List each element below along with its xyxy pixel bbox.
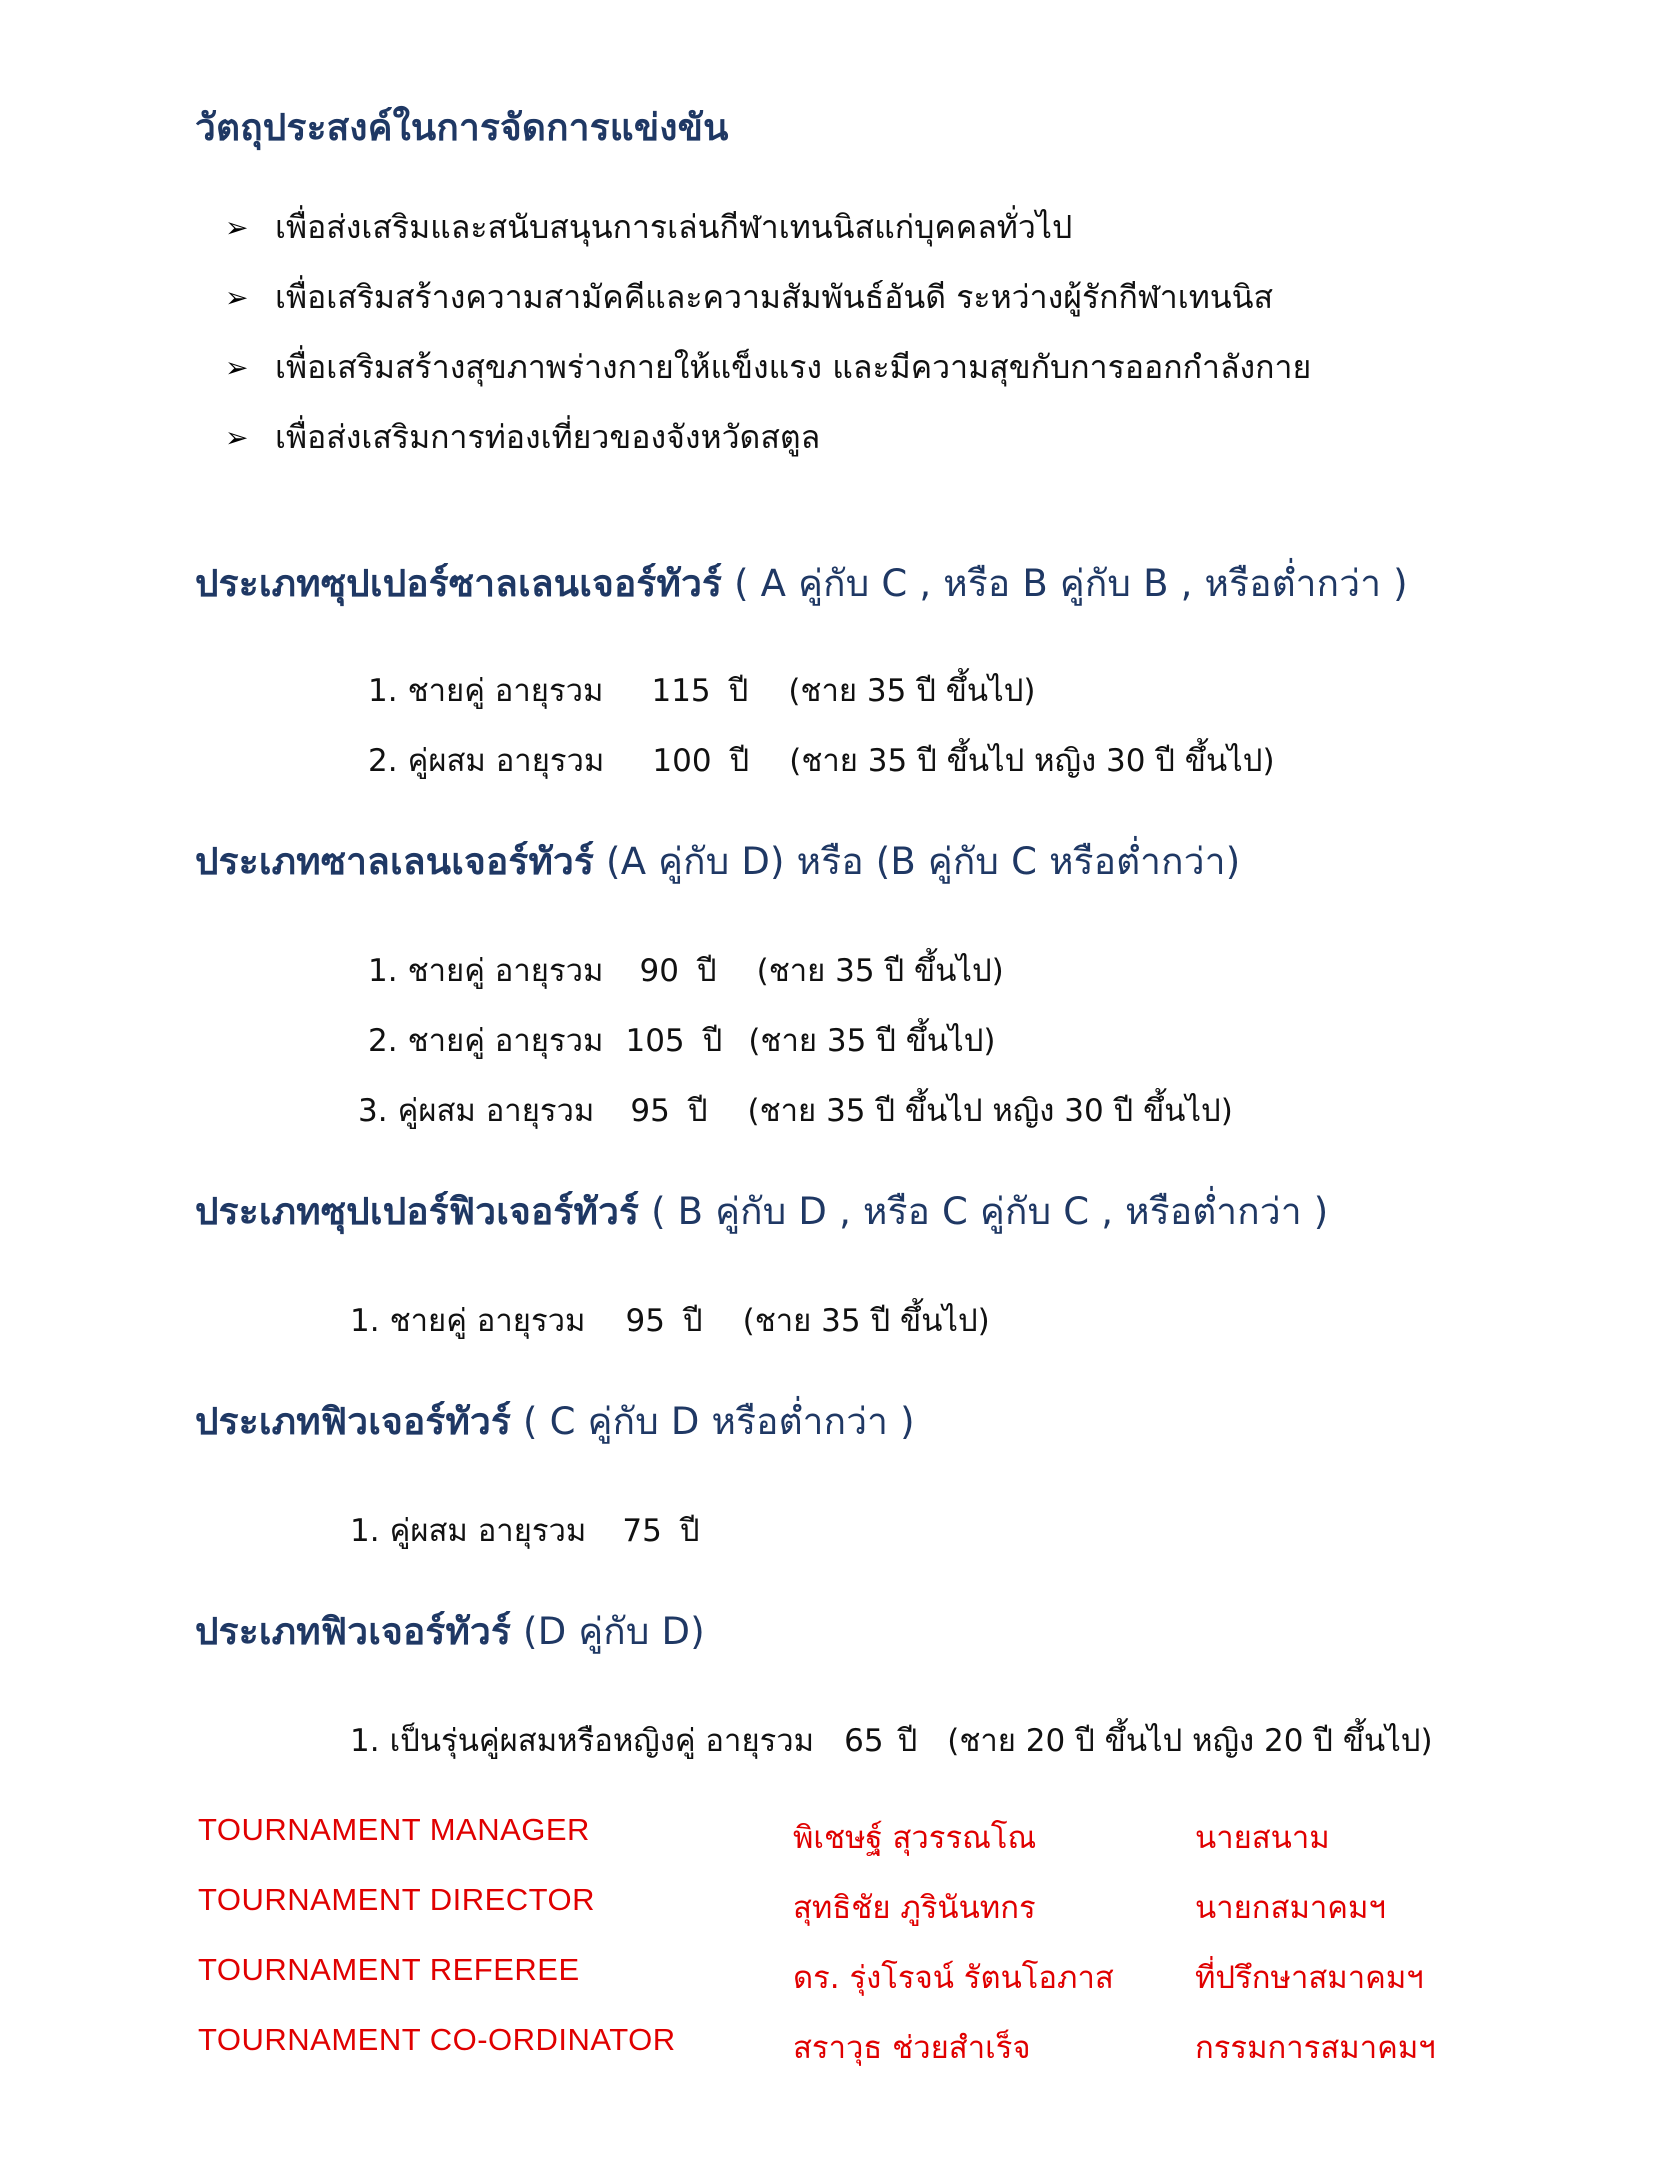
staff-role: TOURNAMENT REFEREE: [198, 1952, 580, 1987]
staff-position: ที่ปรึกษาสมาคมฯ: [1195, 1960, 1424, 1996]
objective-item: [225, 342, 1311, 393]
category-title: [195, 832, 1240, 891]
objective-item: [225, 202, 1072, 253]
item-num: 3.: [358, 1093, 388, 1129]
category-item: [350, 1715, 1433, 1765]
staff-position: นายกสมาคมฯ: [1195, 1890, 1386, 1926]
item-age: 95: [630, 1093, 670, 1129]
category-item: [350, 1505, 700, 1555]
arrow-bullet-icon: ➢: [225, 211, 249, 244]
category-name: ประเภทฟิวเจอร์ทัวร์: [195, 1400, 512, 1443]
category-item: [368, 1015, 995, 1065]
staff-role: TOURNAMENT DIRECTOR: [198, 1882, 596, 1917]
category-name: ประเภทซุปเปอร์ฟิวเจอร์ทัวร์: [195, 1190, 640, 1233]
item-cond: (ชาย 20 ปี ขึ้นไป หญิง 20 ปี ขึ้นไป): [947, 1723, 1433, 1759]
item-unit: ปี: [729, 743, 750, 779]
category-name: ประเภทซาลเลนเจอร์ทัวร์: [195, 840, 595, 883]
item-age: 115: [651, 673, 711, 709]
staff-name: สราวุธ ช่วยสำเร็จ: [793, 2030, 1031, 2066]
item-unit: ปี: [682, 1303, 703, 1339]
item-cond: (ชาย 35 ปี ขึ้นไป): [742, 1303, 990, 1339]
item-label: ชายคู่ อายุรวม: [389, 1303, 586, 1339]
objective-item: [225, 272, 1273, 323]
staff-position: นายสนาม: [1195, 1820, 1330, 1856]
item-cond: (ชาย 35 ปี ขึ้นไป): [748, 1023, 996, 1059]
staff-name: สุทธิชัย ภูรินันทกร: [793, 1890, 1036, 1926]
staff-position: กรรมการสมาคมฯ: [1195, 2030, 1436, 2066]
item-unit: ปี: [679, 1513, 700, 1549]
item-cond: (ชาย 35 ปี ขึ้นไป หญิง 30 ปี ขึ้นไป): [789, 743, 1275, 779]
category-item: [358, 1085, 1233, 1135]
objectives-title: วัตถุประสงค์ในการจัดการแข่งขัน: [195, 106, 729, 149]
category-note: (A คู่กับ D) หรือ (B คู่กับ C หรือต่ำกว่า): [594, 840, 1241, 883]
item-num: 1.: [350, 1303, 380, 1339]
item-cond: (ชาย 35 ปี ขึ้นไป): [788, 673, 1036, 709]
staff-name: พิเชษฐ์ สุวรรณโณ: [793, 1820, 1037, 1856]
category-name: ประเภทฟิวเจอร์ทัวร์: [195, 1610, 512, 1653]
item-label: คู่ผสม อายุรวม: [389, 1513, 587, 1549]
item-num: 2.: [368, 1023, 398, 1059]
item-label: ชายคู่ อายุรวม: [407, 673, 604, 709]
item-label: ชายคู่ อายุรวม: [407, 953, 604, 989]
category-item: [368, 665, 1035, 715]
category-note: ( C คู่กับ D หรือต่ำกว่า ): [511, 1400, 915, 1443]
arrow-bullet-icon: ➢: [225, 421, 249, 454]
item-num: 1.: [368, 673, 398, 709]
item-cond: (ชาย 35 ปี ขึ้นไป หญิง 30 ปี ขึ้นไป): [747, 1093, 1233, 1129]
category-item: [368, 945, 1004, 995]
staff-role: TOURNAMENT CO-ORDINATOR: [198, 2022, 676, 2057]
item-num: 1.: [350, 1723, 380, 1759]
item-age: 75: [622, 1513, 662, 1549]
item-age: 100: [652, 743, 712, 779]
item-unit: ปี: [696, 953, 717, 989]
item-label: คู่ผสม อายุรวม: [397, 1093, 595, 1129]
staff-name: ดร. รุ่งโรจน์ รัตนโอภาส: [793, 1960, 1114, 1996]
category-item: [350, 1295, 990, 1345]
category-title: [195, 1182, 1328, 1241]
item-cond: (ชาย 35 ปี ขึ้นไป): [756, 953, 1004, 989]
item-num: 1.: [350, 1513, 380, 1549]
objective-text: เพื่อส่งเสริมและสนับสนุนการเล่นกีฬาเทนนิสแก่บุคคลทั่วไป: [275, 208, 1073, 246]
category-name: ประเภทซุปเปอร์ซาลเลนเจอร์ทัวร์: [195, 562, 723, 605]
objective-text: เพื่อส่งเสริมการท่องเที่ยวของจังหวัดสตูล: [275, 418, 821, 456]
item-age: 90: [639, 953, 679, 989]
objective-text: เพื่อเสริมสร้างความสามัคคีและความสัมพันธ์อันดี ระหว่างผู้รักกีฬาเทนนิส: [275, 278, 1274, 316]
item-unit: ปี: [897, 1723, 918, 1759]
item-age: 95: [625, 1303, 665, 1339]
category-item: [368, 735, 1275, 785]
category-title: [195, 1392, 915, 1451]
arrow-bullet-icon: ➢: [225, 281, 249, 314]
item-label: เป็นรุ่นคู่ผสมหรือหญิงคู่ อายุรวม: [389, 1723, 815, 1759]
item-unit: ปี: [728, 673, 749, 709]
item-unit: ปี: [702, 1023, 723, 1059]
item-num: 1.: [368, 953, 398, 989]
staff-role: TOURNAMENT MANAGER: [198, 1812, 590, 1847]
item-num: 2.: [368, 743, 398, 779]
category-note: ( B คู่กับ D , หรือ C คู่กับ C , หรือต่ำกว่า ): [639, 1190, 1329, 1233]
category-title: [195, 554, 1408, 613]
item-age: 105: [625, 1023, 685, 1059]
objective-text: เพื่อเสริมสร้างสุขภาพร่างกายให้แข็งแรง และมีความสุขกับการออกกำลังกาย: [275, 348, 1312, 386]
category-note: (D คู่กับ D): [511, 1610, 705, 1653]
item-unit: ปี: [687, 1093, 708, 1129]
item-label: ชายคู่ อายุรวม: [407, 1023, 604, 1059]
objective-item: [225, 412, 820, 463]
arrow-bullet-icon: ➢: [225, 351, 249, 384]
category-note: ( A คู่กับ C , หรือ B คู่กับ B , หรือต่ำกว่า ): [722, 562, 1408, 605]
category-title: [195, 1602, 705, 1661]
item-age: 65: [844, 1723, 884, 1759]
item-label: คู่ผสม อายุรวม: [407, 743, 605, 779]
